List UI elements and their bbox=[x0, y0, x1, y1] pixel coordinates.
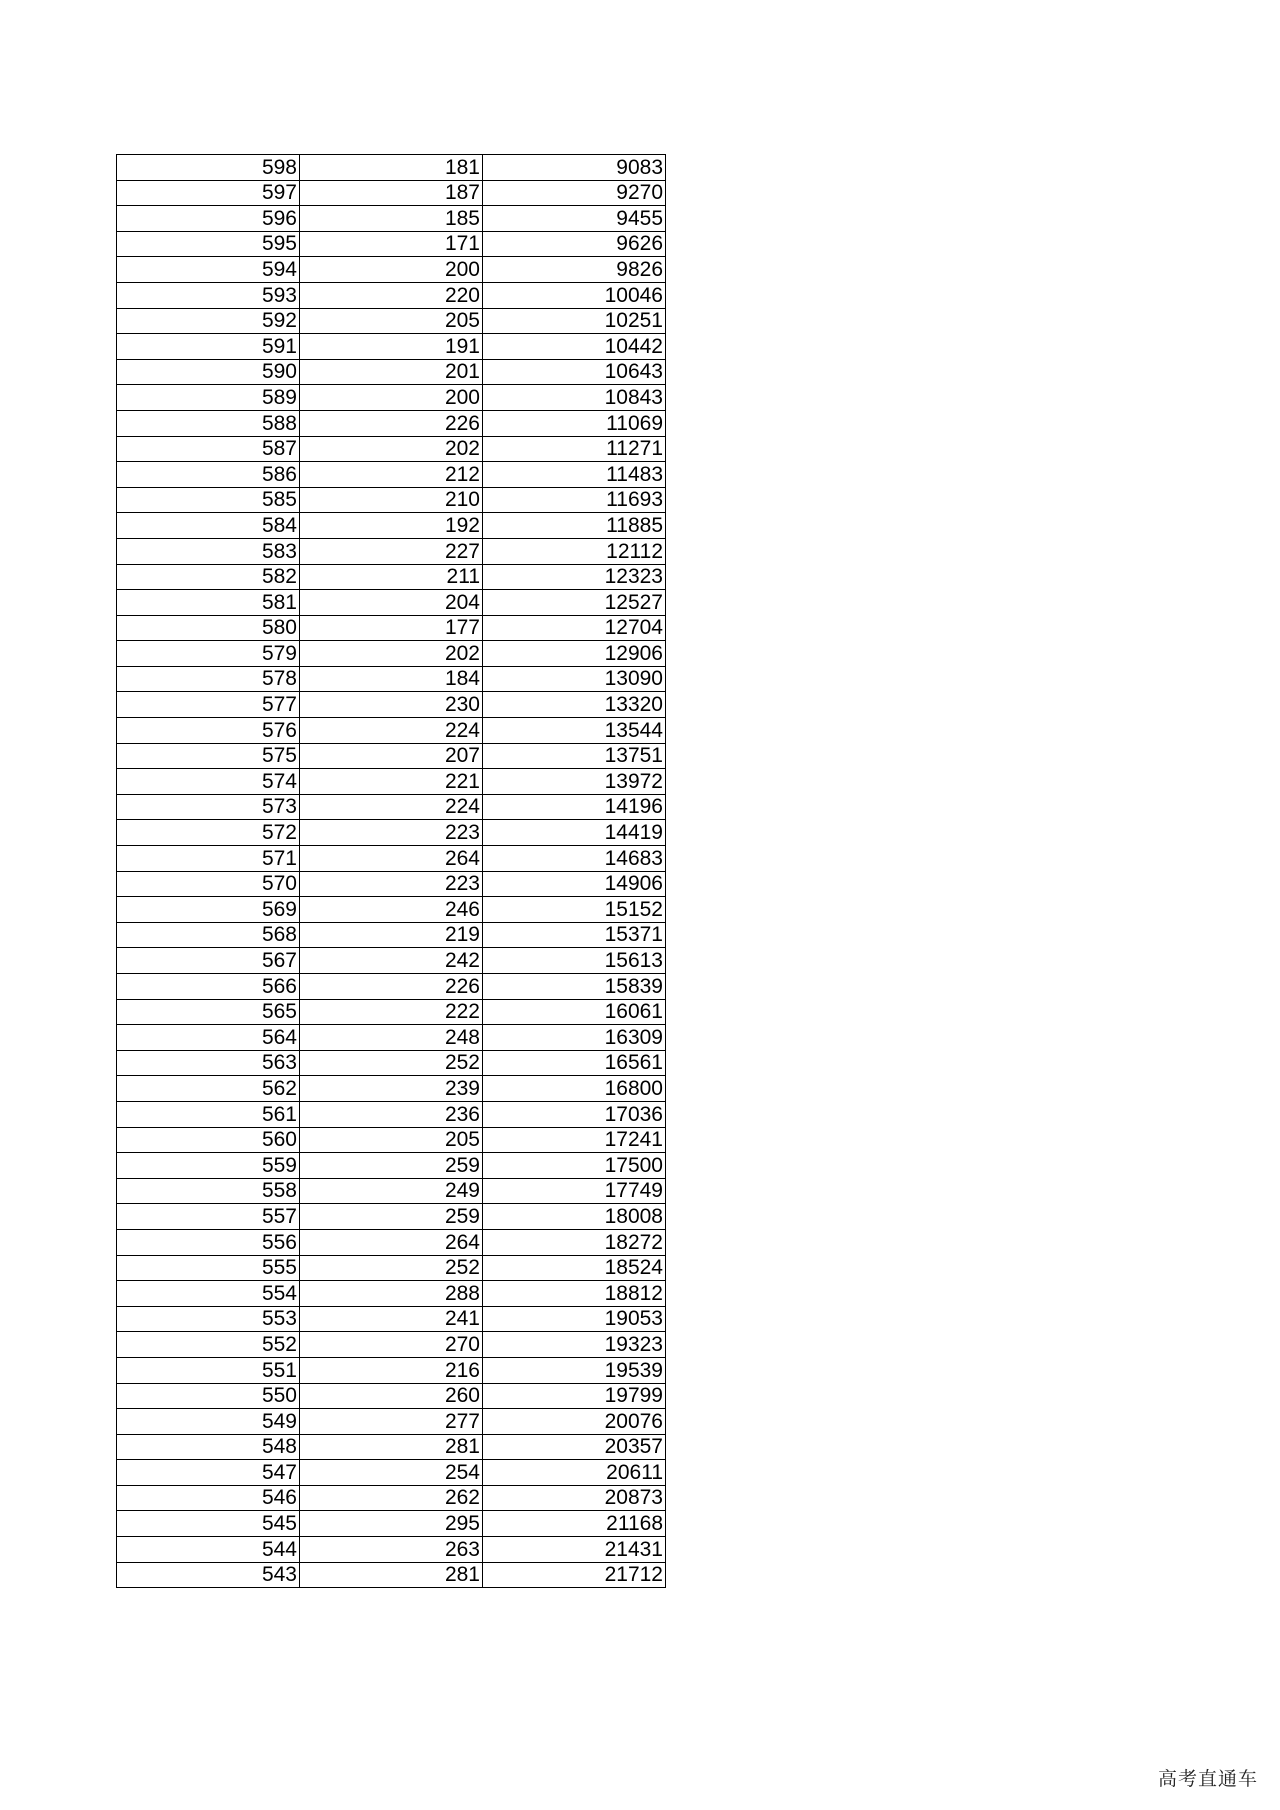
table-row bbox=[117, 282, 666, 308]
score-cell: 548 bbox=[117, 1434, 300, 1460]
table-row bbox=[117, 308, 666, 334]
count-cell: 192 bbox=[300, 513, 483, 539]
table-row bbox=[117, 1460, 666, 1486]
cumulative-cell: 15839 bbox=[483, 974, 666, 1000]
score-cell: 581 bbox=[117, 590, 300, 616]
count-cell: 264 bbox=[300, 1229, 483, 1255]
count-cell: 281 bbox=[300, 1434, 483, 1460]
table-row bbox=[117, 820, 666, 846]
score-cell: 592 bbox=[117, 308, 300, 334]
cumulative-cell: 13751 bbox=[483, 743, 666, 769]
count-cell: 184 bbox=[300, 666, 483, 692]
cumulative-cell: 16561 bbox=[483, 1050, 666, 1076]
table-row bbox=[117, 1511, 666, 1537]
score-cell: 570 bbox=[117, 871, 300, 897]
table-row bbox=[117, 1409, 666, 1435]
count-cell: 223 bbox=[300, 871, 483, 897]
score-cell: 584 bbox=[117, 513, 300, 539]
count-cell: 211 bbox=[300, 564, 483, 590]
cumulative-cell: 10046 bbox=[483, 282, 666, 308]
score-cell: 573 bbox=[117, 794, 300, 820]
table-row bbox=[117, 1127, 666, 1153]
cumulative-cell: 17500 bbox=[483, 1153, 666, 1179]
score-cell: 555 bbox=[117, 1255, 300, 1281]
score-cell: 563 bbox=[117, 1050, 300, 1076]
count-cell: 263 bbox=[300, 1537, 483, 1563]
table-row bbox=[117, 1255, 666, 1281]
score-cell: 579 bbox=[117, 641, 300, 667]
count-cell: 171 bbox=[300, 231, 483, 257]
count-cell: 185 bbox=[300, 206, 483, 232]
table-row bbox=[117, 1076, 666, 1102]
count-cell: 207 bbox=[300, 743, 483, 769]
cumulative-cell: 12906 bbox=[483, 641, 666, 667]
count-cell: 277 bbox=[300, 1409, 483, 1435]
count-cell: 281 bbox=[300, 1562, 483, 1588]
table-row bbox=[117, 1281, 666, 1307]
cumulative-cell: 18272 bbox=[483, 1229, 666, 1255]
score-cell: 574 bbox=[117, 769, 300, 795]
count-cell: 200 bbox=[300, 385, 483, 411]
table-row bbox=[117, 948, 666, 974]
cumulative-cell: 19053 bbox=[483, 1306, 666, 1332]
count-cell: 210 bbox=[300, 487, 483, 513]
table-row bbox=[117, 641, 666, 667]
count-cell: 241 bbox=[300, 1306, 483, 1332]
count-cell: 242 bbox=[300, 948, 483, 974]
cumulative-cell: 16309 bbox=[483, 1025, 666, 1051]
score-cell: 567 bbox=[117, 948, 300, 974]
cumulative-cell: 15371 bbox=[483, 922, 666, 948]
count-cell: 230 bbox=[300, 692, 483, 718]
score-cell: 549 bbox=[117, 1409, 300, 1435]
table-row bbox=[117, 743, 666, 769]
score-cell: 596 bbox=[117, 206, 300, 232]
table-row bbox=[117, 1153, 666, 1179]
count-cell: 205 bbox=[300, 1127, 483, 1153]
count-cell: 262 bbox=[300, 1485, 483, 1511]
cumulative-cell: 14683 bbox=[483, 846, 666, 872]
table-row bbox=[117, 257, 666, 283]
score-cell: 558 bbox=[117, 1178, 300, 1204]
score-cell: 585 bbox=[117, 487, 300, 513]
count-cell: 202 bbox=[300, 641, 483, 667]
table-row bbox=[117, 1357, 666, 1383]
cumulative-cell: 9270 bbox=[483, 180, 666, 206]
score-cell: 560 bbox=[117, 1127, 300, 1153]
score-cell: 572 bbox=[117, 820, 300, 846]
cumulative-cell: 19323 bbox=[483, 1332, 666, 1358]
table-row bbox=[117, 538, 666, 564]
count-cell: 204 bbox=[300, 590, 483, 616]
cumulative-cell: 20076 bbox=[483, 1409, 666, 1435]
count-cell: 202 bbox=[300, 436, 483, 462]
count-cell: 252 bbox=[300, 1050, 483, 1076]
cumulative-cell: 15152 bbox=[483, 897, 666, 923]
score-cell: 566 bbox=[117, 974, 300, 1000]
table-row bbox=[117, 794, 666, 820]
table-row bbox=[117, 846, 666, 872]
table-row bbox=[117, 922, 666, 948]
score-cell: 580 bbox=[117, 615, 300, 641]
cumulative-cell: 17036 bbox=[483, 1101, 666, 1127]
score-table-body bbox=[117, 155, 666, 1588]
score-cell: 594 bbox=[117, 257, 300, 283]
cumulative-cell: 11483 bbox=[483, 462, 666, 488]
table-row bbox=[117, 1537, 666, 1563]
score-cell: 588 bbox=[117, 410, 300, 436]
count-cell: 205 bbox=[300, 308, 483, 334]
table-row bbox=[117, 359, 666, 385]
table-row bbox=[117, 1434, 666, 1460]
score-cell: 552 bbox=[117, 1332, 300, 1358]
cumulative-cell: 13544 bbox=[483, 718, 666, 744]
table-row bbox=[117, 897, 666, 923]
score-cell: 582 bbox=[117, 564, 300, 590]
cumulative-cell: 10843 bbox=[483, 385, 666, 411]
count-cell: 254 bbox=[300, 1460, 483, 1486]
cumulative-cell: 9083 bbox=[483, 155, 666, 181]
table-row bbox=[117, 334, 666, 360]
count-cell: 200 bbox=[300, 257, 483, 283]
table-row bbox=[117, 1306, 666, 1332]
table-row bbox=[117, 513, 666, 539]
table-row bbox=[117, 1562, 666, 1588]
cumulative-cell: 11885 bbox=[483, 513, 666, 539]
count-cell: 226 bbox=[300, 974, 483, 1000]
cumulative-cell: 16061 bbox=[483, 999, 666, 1025]
cumulative-cell: 16800 bbox=[483, 1076, 666, 1102]
score-cell: 547 bbox=[117, 1460, 300, 1486]
cumulative-cell: 10643 bbox=[483, 359, 666, 385]
count-cell: 223 bbox=[300, 820, 483, 846]
table-row bbox=[117, 487, 666, 513]
cumulative-cell: 10442 bbox=[483, 334, 666, 360]
table-row bbox=[117, 692, 666, 718]
score-cell: 562 bbox=[117, 1076, 300, 1102]
cumulative-cell: 15613 bbox=[483, 948, 666, 974]
cumulative-cell: 11693 bbox=[483, 487, 666, 513]
score-table bbox=[116, 154, 666, 1588]
count-cell: 222 bbox=[300, 999, 483, 1025]
table-row bbox=[117, 206, 666, 232]
count-cell: 260 bbox=[300, 1383, 483, 1409]
count-cell: 220 bbox=[300, 282, 483, 308]
score-cell: 553 bbox=[117, 1306, 300, 1332]
score-cell: 576 bbox=[117, 718, 300, 744]
score-cell: 571 bbox=[117, 846, 300, 872]
cumulative-cell: 18524 bbox=[483, 1255, 666, 1281]
count-cell: 177 bbox=[300, 615, 483, 641]
count-cell: 221 bbox=[300, 769, 483, 795]
score-cell: 577 bbox=[117, 692, 300, 718]
count-cell: 191 bbox=[300, 334, 483, 360]
cumulative-cell: 13972 bbox=[483, 769, 666, 795]
cumulative-cell: 12527 bbox=[483, 590, 666, 616]
cumulative-cell: 9826 bbox=[483, 257, 666, 283]
count-cell: 252 bbox=[300, 1255, 483, 1281]
score-cell: 551 bbox=[117, 1357, 300, 1383]
table-row bbox=[117, 231, 666, 257]
score-cell: 550 bbox=[117, 1383, 300, 1409]
score-cell: 578 bbox=[117, 666, 300, 692]
score-cell: 569 bbox=[117, 897, 300, 923]
table-row bbox=[117, 590, 666, 616]
cumulative-cell: 10251 bbox=[483, 308, 666, 334]
cumulative-cell: 14906 bbox=[483, 871, 666, 897]
count-cell: 264 bbox=[300, 846, 483, 872]
table-row bbox=[117, 1383, 666, 1409]
cumulative-cell: 17749 bbox=[483, 1178, 666, 1204]
table-row bbox=[117, 462, 666, 488]
cumulative-cell: 17241 bbox=[483, 1127, 666, 1153]
count-cell: 226 bbox=[300, 410, 483, 436]
cumulative-cell: 12323 bbox=[483, 564, 666, 590]
score-cell: 568 bbox=[117, 922, 300, 948]
score-cell: 557 bbox=[117, 1204, 300, 1230]
cumulative-cell: 11069 bbox=[483, 410, 666, 436]
score-cell: 583 bbox=[117, 538, 300, 564]
count-cell: 219 bbox=[300, 922, 483, 948]
count-cell: 236 bbox=[300, 1101, 483, 1127]
table-row bbox=[117, 769, 666, 795]
cumulative-cell: 19799 bbox=[483, 1383, 666, 1409]
table-row bbox=[117, 436, 666, 462]
table-row bbox=[117, 1025, 666, 1051]
cumulative-cell: 19539 bbox=[483, 1357, 666, 1383]
table-row bbox=[117, 1485, 666, 1511]
count-cell: 295 bbox=[300, 1511, 483, 1537]
count-cell: 249 bbox=[300, 1178, 483, 1204]
count-cell: 227 bbox=[300, 538, 483, 564]
score-cell: 586 bbox=[117, 462, 300, 488]
score-cell: 564 bbox=[117, 1025, 300, 1051]
score-cell: 598 bbox=[117, 155, 300, 181]
count-cell: 248 bbox=[300, 1025, 483, 1051]
count-cell: 270 bbox=[300, 1332, 483, 1358]
count-cell: 259 bbox=[300, 1153, 483, 1179]
cumulative-cell: 14419 bbox=[483, 820, 666, 846]
score-cell: 591 bbox=[117, 334, 300, 360]
score-cell: 559 bbox=[117, 1153, 300, 1179]
cumulative-cell: 20873 bbox=[483, 1485, 666, 1511]
score-cell: 589 bbox=[117, 385, 300, 411]
score-cell: 546 bbox=[117, 1485, 300, 1511]
cumulative-cell: 18008 bbox=[483, 1204, 666, 1230]
count-cell: 224 bbox=[300, 794, 483, 820]
cumulative-cell: 18812 bbox=[483, 1281, 666, 1307]
score-cell: 543 bbox=[117, 1562, 300, 1588]
cumulative-cell: 21712 bbox=[483, 1562, 666, 1588]
table-row bbox=[117, 410, 666, 436]
table-row bbox=[117, 1204, 666, 1230]
score-cell: 565 bbox=[117, 999, 300, 1025]
count-cell: 224 bbox=[300, 718, 483, 744]
count-cell: 201 bbox=[300, 359, 483, 385]
score-cell: 597 bbox=[117, 180, 300, 206]
cumulative-cell: 20357 bbox=[483, 1434, 666, 1460]
score-cell: 575 bbox=[117, 743, 300, 769]
table-row bbox=[117, 1101, 666, 1127]
count-cell: 212 bbox=[300, 462, 483, 488]
table-row bbox=[117, 999, 666, 1025]
table-row bbox=[117, 718, 666, 744]
cumulative-cell: 21431 bbox=[483, 1537, 666, 1563]
score-cell: 587 bbox=[117, 436, 300, 462]
count-cell: 187 bbox=[300, 180, 483, 206]
score-cell: 556 bbox=[117, 1229, 300, 1255]
table-row bbox=[117, 1178, 666, 1204]
cumulative-cell: 20611 bbox=[483, 1460, 666, 1486]
cumulative-cell: 9455 bbox=[483, 206, 666, 232]
cumulative-cell: 12112 bbox=[483, 538, 666, 564]
count-cell: 288 bbox=[300, 1281, 483, 1307]
count-cell: 216 bbox=[300, 1357, 483, 1383]
score-cell: 545 bbox=[117, 1511, 300, 1537]
count-cell: 181 bbox=[300, 155, 483, 181]
table-row bbox=[117, 1332, 666, 1358]
score-cell: 554 bbox=[117, 1281, 300, 1307]
score-cell: 544 bbox=[117, 1537, 300, 1563]
table-row bbox=[117, 615, 666, 641]
table-row bbox=[117, 385, 666, 411]
score-cell: 590 bbox=[117, 359, 300, 385]
cumulative-cell: 9626 bbox=[483, 231, 666, 257]
cumulative-cell: 21168 bbox=[483, 1511, 666, 1537]
table-row bbox=[117, 1050, 666, 1076]
count-cell: 239 bbox=[300, 1076, 483, 1102]
cumulative-cell: 13320 bbox=[483, 692, 666, 718]
cumulative-cell: 11271 bbox=[483, 436, 666, 462]
table-row bbox=[117, 1229, 666, 1255]
watermark-text: 高考直通车 bbox=[1157, 1768, 1258, 1790]
table-row bbox=[117, 974, 666, 1000]
score-cell: 593 bbox=[117, 282, 300, 308]
score-cell: 595 bbox=[117, 231, 300, 257]
count-cell: 246 bbox=[300, 897, 483, 923]
table-row bbox=[117, 871, 666, 897]
count-cell: 259 bbox=[300, 1204, 483, 1230]
table-row bbox=[117, 155, 666, 181]
cumulative-cell: 13090 bbox=[483, 666, 666, 692]
table-row bbox=[117, 564, 666, 590]
score-cell: 561 bbox=[117, 1101, 300, 1127]
cumulative-cell: 12704 bbox=[483, 615, 666, 641]
cumulative-cell: 14196 bbox=[483, 794, 666, 820]
table-row bbox=[117, 180, 666, 206]
table-row bbox=[117, 666, 666, 692]
